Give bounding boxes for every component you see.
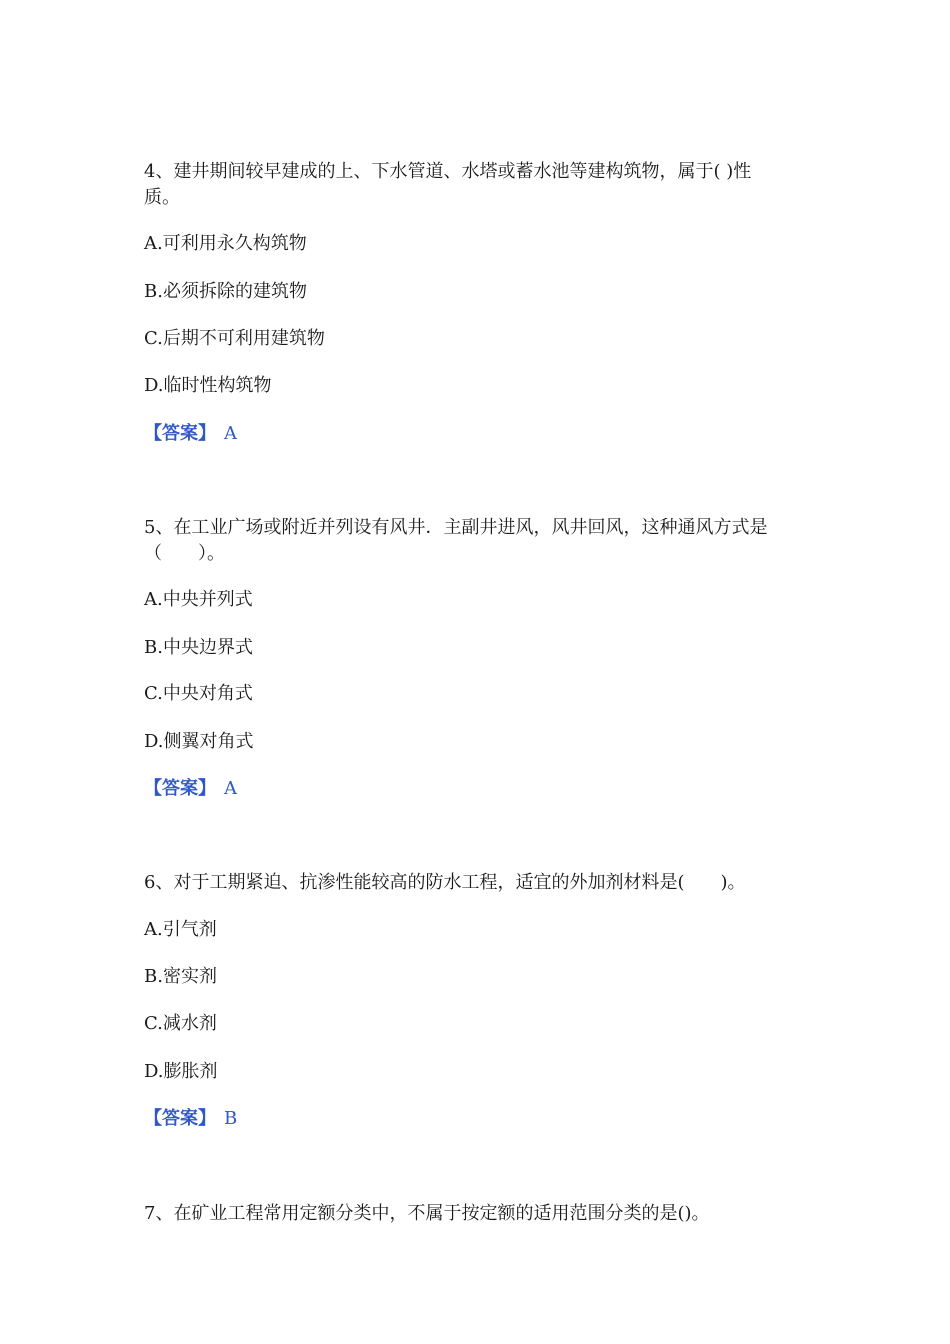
question-6-option-d: D.膨胀剂 <box>144 1061 218 1082</box>
answer-value: A <box>224 423 237 444</box>
question-5-stem-line-2: （ ）。 <box>144 543 225 564</box>
question-6-option-c: C.减水剂 <box>144 1013 217 1034</box>
question-5-option-c: C.中央对角式 <box>144 683 253 704</box>
question-4-answer <box>144 422 237 446</box>
question-6-option-b: B.密实剂 <box>144 966 217 987</box>
question-4-option-b: B.必须拆除的建筑物 <box>144 281 307 302</box>
question-6-option-a: A.引气剂 <box>144 919 217 940</box>
question-4-option-d: D.临时性构筑物 <box>144 375 272 396</box>
question-4-stem-line-2: 质。 <box>144 187 180 208</box>
question-4-stem-line-1: 4、建井期间较早建成的上、下水管道、水塔或蓄水池等建构筑物，属于( )性 <box>144 161 752 182</box>
question-5-stem-line-1: 5、在工业广场或附近并列设有风井．主副井进风，风井回风，这种通风方式是 <box>144 517 768 538</box>
question-5-answer <box>144 777 237 801</box>
question-6-answer <box>144 1107 237 1131</box>
answer-label: 【答案】 <box>144 1108 216 1129</box>
answer-label: 【答案】 <box>144 778 216 799</box>
question-4-option-c: C.后期不可利用建筑物 <box>144 328 325 349</box>
answer-value: B <box>224 1108 238 1129</box>
answer-value: A <box>224 778 237 799</box>
question-4-option-a: A.可利用永久构筑物 <box>144 233 307 254</box>
question-5-option-b: B.中央边界式 <box>144 637 253 658</box>
question-5-option-a: A.中央并列式 <box>144 589 253 610</box>
answer-label: 【答案】 <box>144 423 216 444</box>
question-5-option-d: D.侧翼对角式 <box>144 731 254 752</box>
question-7-stem-line-1: 7、在矿业工程常用定额分类中，不属于按定额的适用范围分类的是()。 <box>144 1203 710 1224</box>
question-6-stem-line-1: 6、对于工期紧迫、抗渗性能较高的防水工程，适宜的外加剂材料是( )。 <box>144 872 746 893</box>
